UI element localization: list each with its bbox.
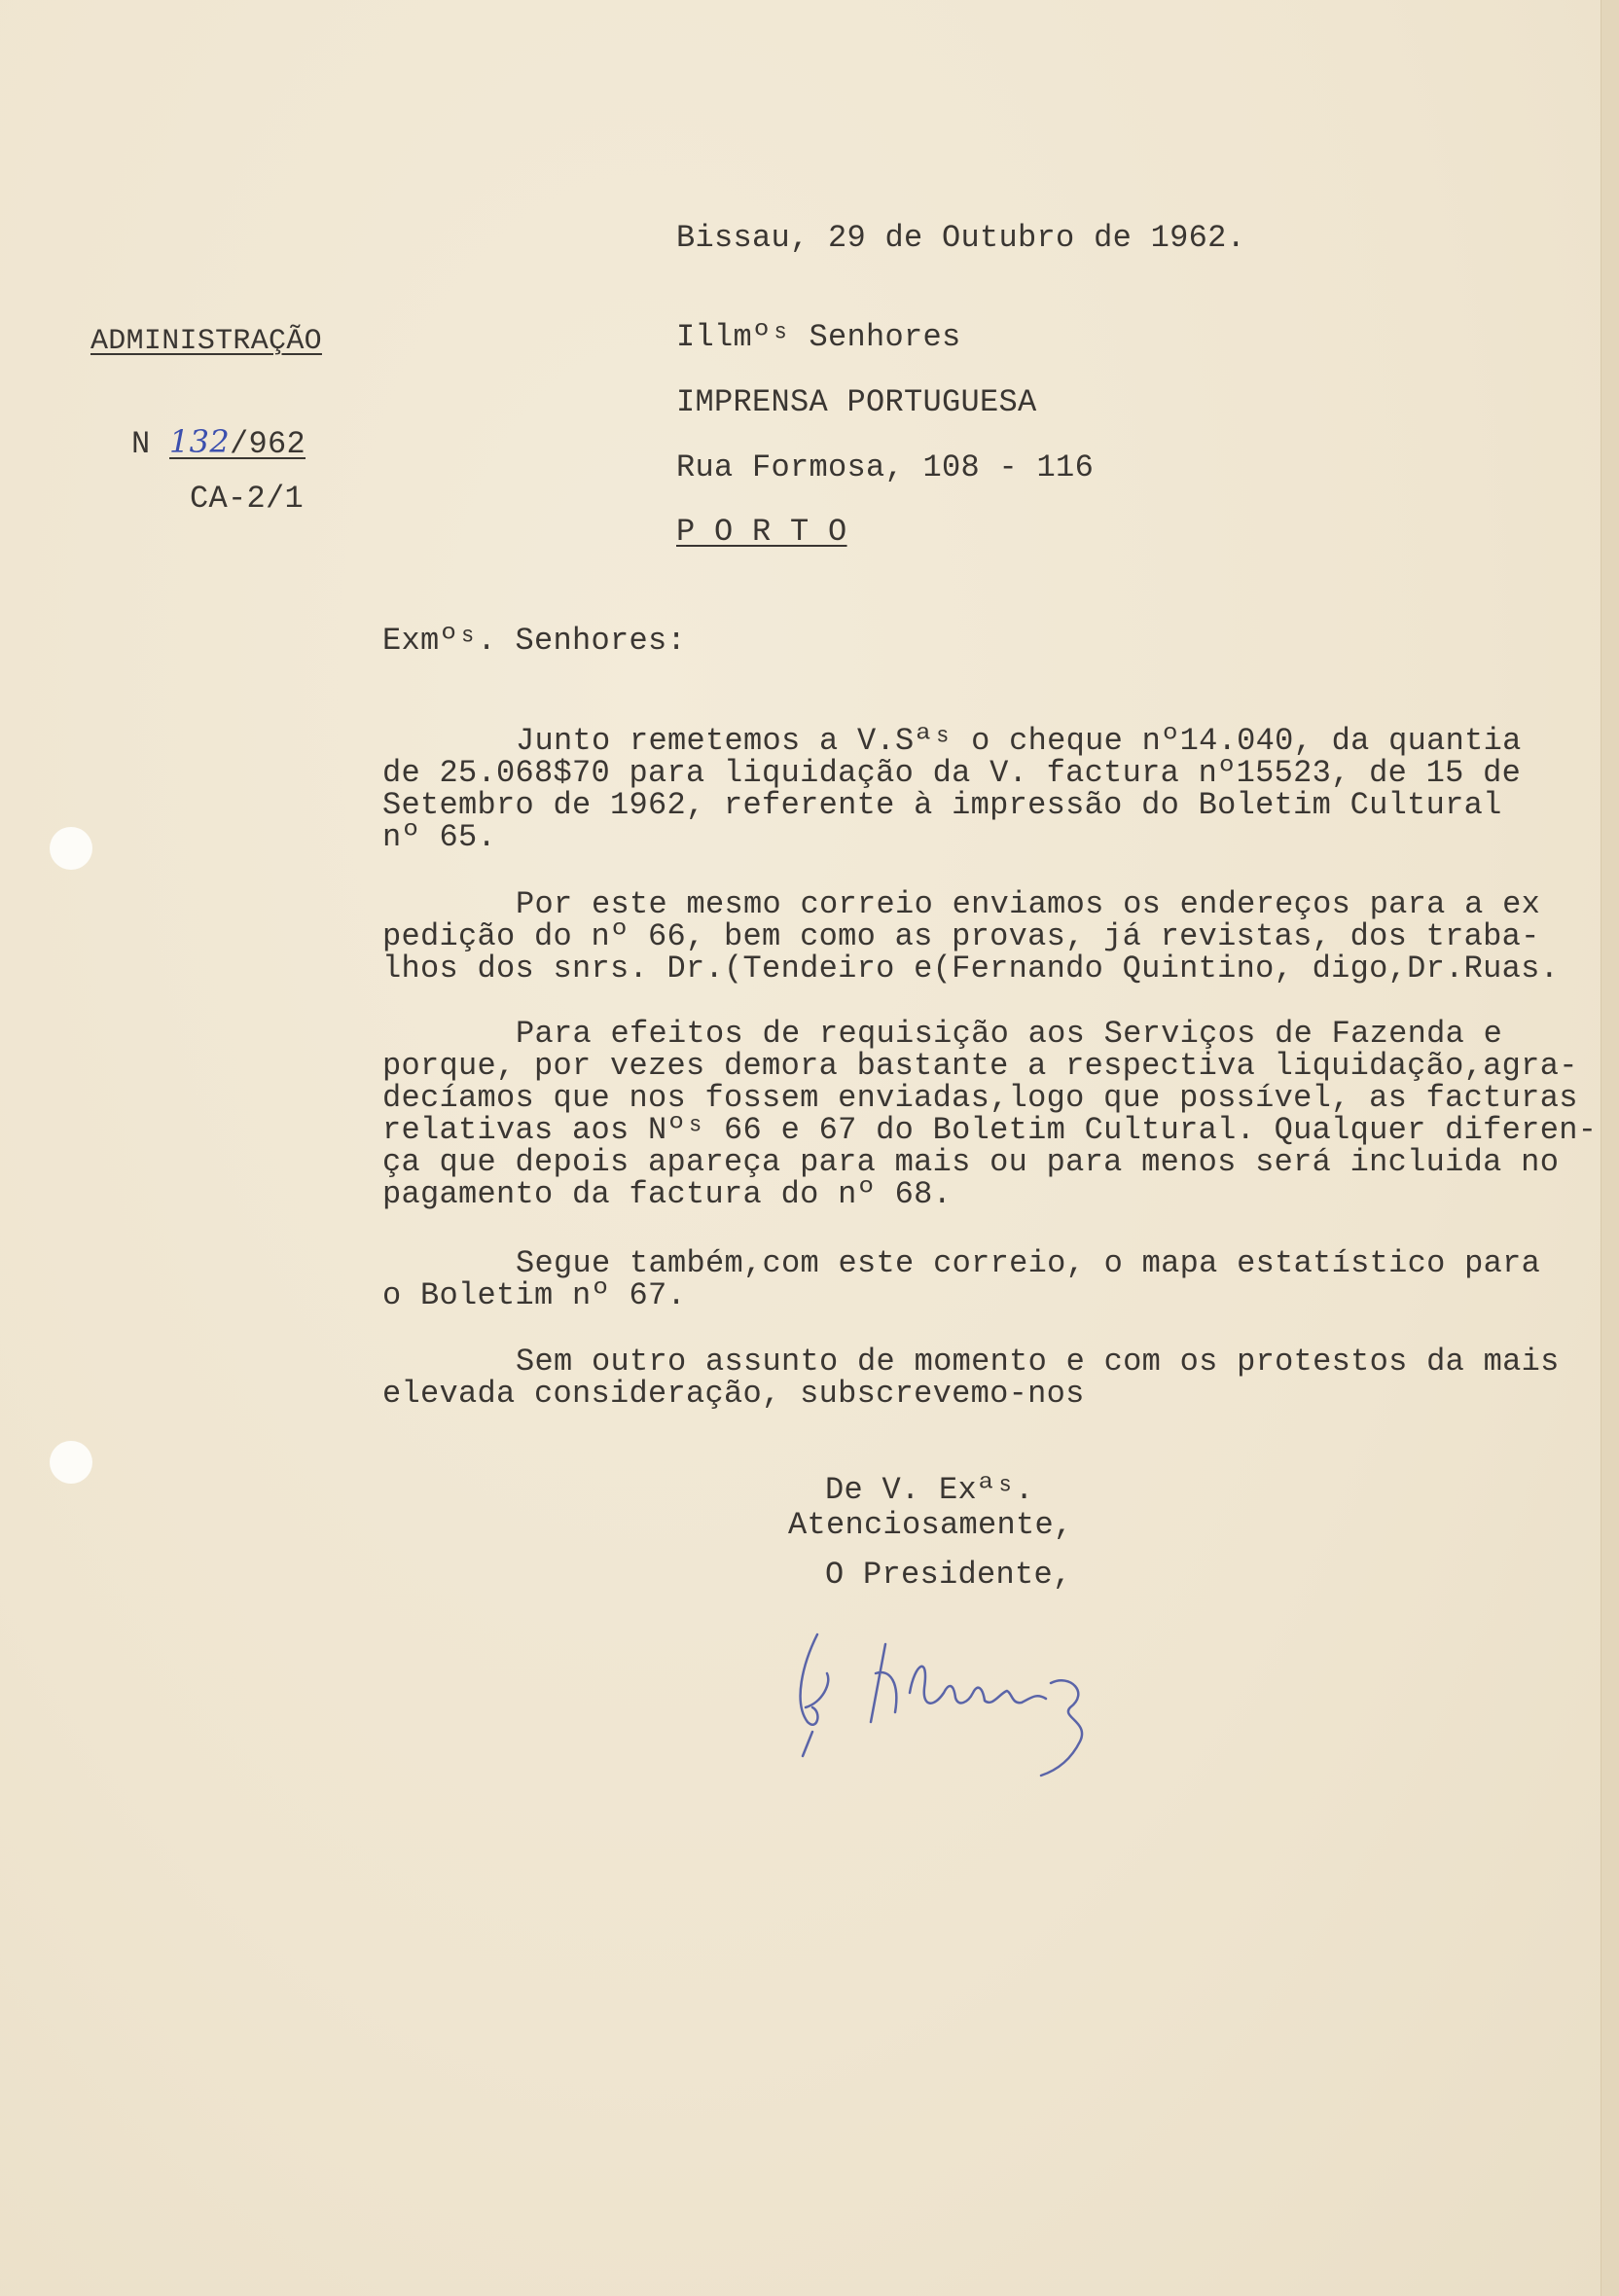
body-line: pagamento da factura do nº 68. (382, 1176, 953, 1212)
place-date: Bissau, 29 de Outubro de 1962. (676, 220, 1246, 256)
paragraph-5 (382, 1345, 1560, 1410)
body-line: relativas aos Nºˢ 66 e 67 do Boletim Cultural. Qualquer diferen- (382, 1112, 1598, 1148)
reference-number (131, 423, 306, 462)
punch-hole (50, 1441, 92, 1484)
ref-prefix: N (131, 426, 170, 462)
body-line: nº 65. (382, 819, 497, 855)
paragraph-4 (382, 1247, 1540, 1311)
paragraph-3 (382, 1018, 1597, 1210)
closing-line-1: De V. Exªˢ. (825, 1472, 1034, 1508)
body-line: ça que depois apareça para mais ou para menos será incluida no (382, 1144, 1560, 1180)
paragraph-2 (382, 888, 1559, 985)
ref-year: /962 (230, 426, 306, 462)
recipient-city: P O R T O (676, 514, 847, 550)
ref-code: CA-2/1 (190, 481, 305, 517)
body-line: Junto remetemos a V.Sªˢ o cheque nº14.040, da quantia (516, 723, 1522, 759)
body-line: Por este mesmo correio enviamos os endereços para a ex (516, 886, 1541, 922)
body-line: Sem outro assunto de momento e com os protestos da mais (516, 1344, 1560, 1380)
greeting: Exmºˢ. Senhores: (382, 623, 687, 659)
recipient-address: Rua Formosa, 108 - 116 (676, 449, 1095, 485)
ref-number-handwritten: 132 (169, 423, 230, 460)
recipient-salutation: Illmºˢ Senhores (676, 319, 961, 355)
body-line: Setembro de 1962, referente à impressão do Boletim Cultural (382, 787, 1502, 823)
handwritten-signature (778, 1615, 1206, 1790)
paragraph-1 (382, 725, 1522, 853)
punch-hole (50, 827, 92, 870)
body-line: porque, por vezes demora bastante a respectiva liquidação,agra- (382, 1048, 1578, 1084)
paper-edge (1601, 0, 1619, 2296)
body-line: pedição do nº 66, bem como as provas, já revistas, dos traba- (382, 918, 1540, 954)
closing-line-3: O Presidente, (825, 1557, 1072, 1593)
body-line: o Boletim nº 67. (382, 1277, 687, 1313)
body-line: lhos dos snrs. Dr.(Tendeiro e(Fernando Quintino, digo,Dr.Ruas. (382, 951, 1560, 987)
ref-number-group (169, 423, 306, 462)
closing-line-2: Atenciosamente, (788, 1507, 1073, 1543)
body-line: elevada consideração, subscrevemo-nos (382, 1376, 1085, 1412)
department-heading: ADMINISTRAÇÃO (90, 325, 322, 358)
recipient-company: IMPRENSA PORTUGUESA (676, 384, 1037, 420)
body-line: Segue também,com este correio, o mapa estatístico para (516, 1245, 1541, 1281)
body-line: decíamos que nos fossem enviadas,logo que possível, as facturas (382, 1080, 1578, 1116)
body-line: Para efeitos de requisição aos Serviços de Fazenda e (516, 1016, 1503, 1052)
body-line: de 25.068$70 para liquidação da V. factura nº15523, de 15 de (382, 755, 1522, 791)
